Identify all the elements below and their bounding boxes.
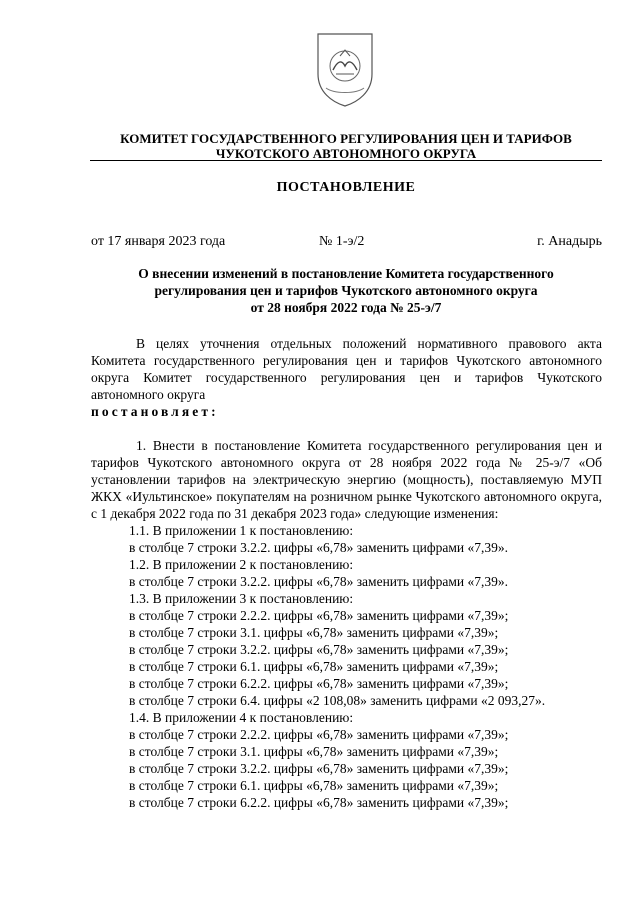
list-item: 1.2. В приложении 2 к постановлению: (129, 557, 354, 572)
list-item: в столбце 7 строки 3.2.2. цифры «6,78» заменить цифрами «7,39». (129, 574, 509, 589)
amendment-list (91, 522, 602, 811)
list-item: в столбце 7 строки 3.1. цифры «6,78» заменить цифрами «7,39»; (129, 744, 499, 759)
list-item: в столбце 7 строки 3.2.2. цифры «6,78» заменить цифрами «7,39»; (129, 642, 509, 657)
document-place: г. Анадырь (537, 234, 602, 249)
list-item: 1.1. В приложении 1 к постановлению: (129, 523, 354, 538)
document-subject (90, 265, 602, 316)
list-item: в столбце 7 строки 6.1. цифры «6,78» заменить цифрами «7,39»; (129, 778, 499, 793)
organization-line-2: ЧУКОТСКОГО АВТОНОМНОГО ОКРУГА (215, 146, 477, 161)
list-item: 1.3. В приложении 3 к постановлению: (129, 591, 354, 606)
organization-name (90, 131, 602, 161)
list-item: в столбце 7 строки 3.1. цифры «6,78» заменить цифрами «7,39»; (129, 625, 499, 640)
preamble-paragraph: В целях уточнения отдельных положений нормативного правового акта Комитета государственного регулирования цен и тарифов Чукотского автономного округа Комитет государственного регулирования цен и тарифов Чукотского автономного округа (91, 336, 602, 402)
resolves-word: постановляет: (91, 404, 219, 419)
list-item: в столбце 7 строки 6.4. цифры «2 108,08» заменить цифрами «2 093,27». (129, 693, 546, 708)
point-1-paragraph: 1. Внести в постановление Комитета государственного регулирования цен и тарифов Чукотского автономного округа от 28 ноября 2022 года № 25-э/7 «Об установлении тарифов на электрическую энергию (мощность), поставляемую МУП ЖКХ «Иультинское» покупателям на розничном рынке Чукотского автономного округа, с 1 декабря 2022 года по 31 декабря 2023 года» следующие изменения: (91, 438, 602, 521)
document-type-title: ПОСТАНОВЛЕНИЕ (276, 180, 416, 195)
document-body (91, 335, 602, 811)
coat-of-arms-emblem (312, 30, 378, 108)
list-item: в столбце 7 строки 6.2.2. цифры «6,78» заменить цифрами «7,39»; (129, 795, 509, 810)
list-item: в столбце 7 строки 2.2.2. цифры «6,78» заменить цифрами «7,39»; (129, 608, 509, 623)
subject-line-1: О внесении изменений в постановление Комитета государственного (138, 266, 554, 281)
list-item: в столбце 7 строки 6.1. цифры «6,78» заменить цифрами «7,39»; (129, 659, 499, 674)
document-date: от 17 января 2023 года (91, 234, 226, 249)
subject-line-2: регулирования цен и тарифов Чукотского автономного округа (154, 283, 538, 298)
list-item: в столбце 7 строки 6.2.2. цифры «6,78» заменить цифрами «7,39»; (129, 676, 509, 691)
organization-line-1: КОМИТЕТ ГОСУДАРСТВЕННОГО РЕГУЛИРОВАНИЯ ЦЕН И ТАРИФОВ (120, 131, 572, 146)
document-number: № 1-э/2 (319, 234, 365, 249)
subject-line-3: от 28 ноября 2022 года № 25-э/7 (250, 300, 442, 315)
list-item: в столбце 7 строки 3.2.2. цифры «6,78» заменить цифрами «7,39». (129, 540, 509, 555)
header-divider (90, 160, 602, 161)
list-item: в столбце 7 строки 2.2.2. цифры «6,78» заменить цифрами «7,39»; (129, 727, 509, 742)
list-item: в столбце 7 строки 3.2.2. цифры «6,78» заменить цифрами «7,39»; (129, 761, 509, 776)
list-item: 1.4. В приложении 4 к постановлению: (129, 710, 354, 725)
